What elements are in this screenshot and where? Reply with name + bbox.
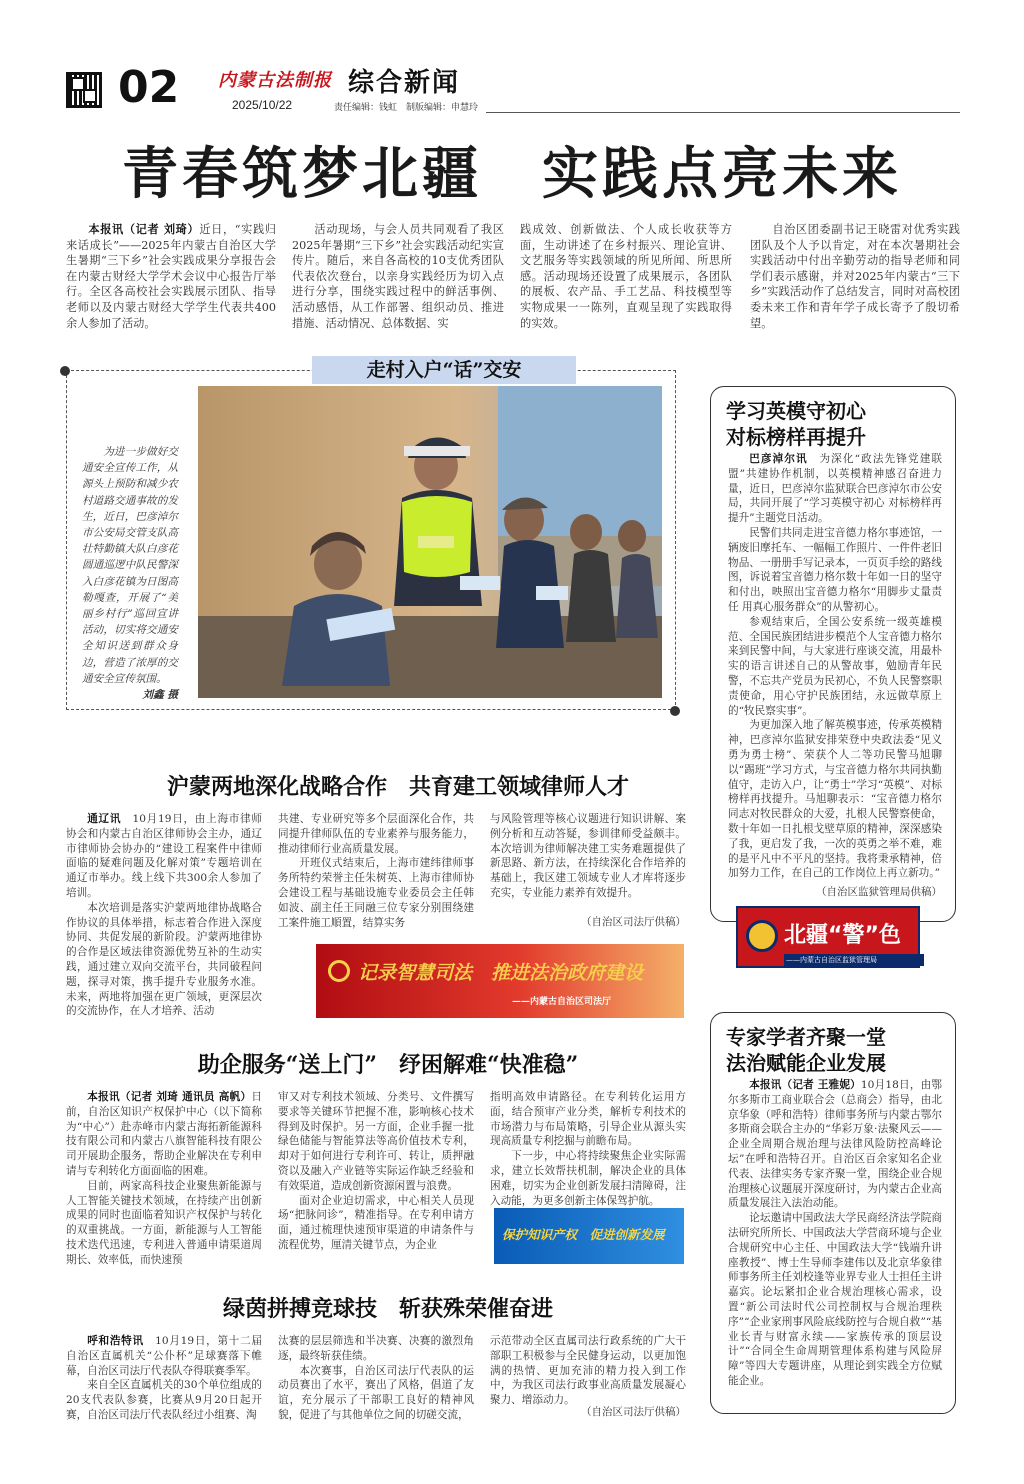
side-story-1-title-2: 对标榜样再提升 — [726, 425, 866, 449]
side-story-1-signature: （自治区监狱管理局供稿） — [816, 886, 942, 898]
police-banner: 北疆“警”色 ——内蒙古自治区监狱管理局 — [736, 906, 920, 968]
ip-banner: 保护知识产权 促进创新发展 — [494, 1208, 684, 1264]
masthead-rule — [486, 112, 960, 113]
lead-byline: 本报讯（记者 刘琦） — [88, 222, 200, 236]
sports-story-title: 绿茵拼搏竞球技 斩获殊荣催奋进 — [222, 1296, 553, 1322]
section-title: 综合新闻 — [348, 68, 461, 98]
side-story-1-body: 巴彦淖尔讯 为深化“政法先锋党建联盟”共建协作机制，以英模精神感召奋进力量，近日，巴彦淖尔监狱联合巴彦淖尔市公安局，共同开展了“学习英模守初心 对标榜样再提升”主题党日活动。 民警们共同走进宝音德力格尔事迹馆，一辆废旧摩托车、一幅幅工作照片、一件件老旧物品、一册册手写记录本，一页页手绘的路线图，诉说着宝音德力格尔数十年如一日的坚守和付出，映照出宝音德力格尔“用脚步丈量责任 用真心服务群众”的从警初心。 参观结束后，全国公安系统一级英雄模范、全国民族团结进步模范个人宝音德力格尔来到民警中间，与大家进行座谈交流，用最朴实的语言讲述自己的从警故事，勉励青年民警，不忘共产党员为民初心，不负人民警察职责使命，用心守护民族团结，永远做草原上的“牧民察实事”。 为更加深入地了解英模事迹，传承英模精神，巴彦淖尔监狱安排荣登中央政法委“见义勇为勇士榜”、荣获个人二等功民警马旭聊以“踢班”学习方式，与宝音德力格尔共同执勤值守，走访入户，让“勇士”学习“英模”、对标榜样再找提升。马旭聊表示：“宝音德力格尔同志对牧民群众的大爱，扎根人民警察使命，数十年如一日扎根戈壁草原的精神，深深感染了我，更启发了我，一次的英勇之举不难，难的是平凡中不平凡的坚持。我将秉承精神，倍加努力工作，在自己的工作岗位上再立新功。” — [728, 453, 943, 880]
law-story-signature: （自治区司法厅供稿） — [581, 916, 686, 928]
side-story-1-title-1: 学习英模守初心 — [726, 399, 866, 423]
lead-column-4: 自治区团委副书记王晓雷对优秀实践团队及个人予以肯定，对在本次暑期社会实践活动中付出辛勤劳动的指导老师和同学们表示感谢，并对2025年内蒙古“三下乡”实践活动作了总结发言，同时对高校团委未来工作和青年学子成长寄予了殷切希望。 — [750, 223, 960, 330]
side-story-2-title-2: 法治赋能企业发展 — [726, 1051, 886, 1075]
enterprise-column-3: 指明高效申请路径。在专利转化运用方面，结合预审产业分类，解析专利技术的市场潜力与布局策略，引导企业从源头实现高质量专利挖掘与前瞻布局。 下一步，中心将持续聚焦企业实际需求，建立长效帮扶机制，解决企业的具体困难，切实为企业创新发展扫清障碍，注入动能，为更多创新主体保驾护航。 — [490, 1091, 686, 1207]
enterprise-story-title: 助企服务“送上门” 纾困解难“快准稳” — [197, 1052, 579, 1078]
party-emblem-icon — [328, 960, 350, 982]
side-story-2-body: 本报讯（记者 王雅妮）10月18日，由鄂尔多斯市工商业联合会（总商会）指导，由北京华象（呼和浩特）律师事务所与内蒙古鄂尔多斯商会联合主办的“华彩万象·法聚风云——企业全周期合规治理与法律风险防控高峰论坛”在呼和浩特召开。自治区百余家知名企业代表、法律实务专家齐聚一堂，围绕企业合规治理核心议题展开深度研讨，为内蒙古企业高质量发展注入法治动能。 论坛邀请中国政法大学民商经济法学院商法研究所所长、中国政法大学营商环境与企业合规研究中心主任、中国政法大学“钱端升讲座教授”、博士生导师李建伟以及北京华象律师事务所主任刘校逢等业界专业人士担任主讲嘉宾。论坛紧扣企业合规治理核心需求，设置“新公司法时代公司控制权与合规治理秩序”“企业家刑事风险底线防控与合规自救”“基业长青与财富永续——家族传承的顶层设计”“合同全生命周期管理体系构建与风险屏障”等四大专题讲座，从理论到实践全方位赋能企业。 — [728, 1079, 942, 1387]
box-dot-left — [60, 366, 70, 376]
sports-story-signature: （自治区司法厅供稿） — [581, 1406, 686, 1418]
law-story-title: 沪蒙两地深化战略合作 共育建工领域律师人才 — [166, 774, 629, 800]
law-column-1: 通辽讯 10月19日，由上海市律师协会和内蒙古自治区律师协会主办，通辽市律师协会协办的“建设工程案件中律师面临的疑难问题及化解对策”专题培训在通辽市举办。线上线下共300余人参加了培训。 本次培训是落实沪蒙两地律协战略合作协议的具体举措，标志着合作进入深度协同、共促发展的新阶段。沪蒙两地律协的合作是区域法律资源优势互补的生动实践，通过建立双向交流平台，共同破程问题，探寻对策，携手提升专业服务水准。未来，两地将加强在更广领域，更深层次的交流协作，在人才培养、活动 — [66, 813, 263, 1018]
police-villagers-photo — [198, 386, 662, 698]
paper-logo: 内蒙古法制报 — [218, 70, 332, 91]
law-banner: 记录智慧司法 推进法治政府建设 ——内蒙古自治区司法厅 — [316, 944, 684, 1018]
sports-column-3: 示范带动全区直属司法行政系统的广大干部职工积极参与全民健身运动，以更加饱满的热情、更加充沛的精力投入到工作中，为我区司法行政事业高质量发展凝心聚力、增添动力。 — [490, 1335, 686, 1407]
box-dot-right — [670, 706, 680, 716]
enterprise-column-2: 审又对专利技术领域、分类号、文件撰写要求等关键环节把握不准，影响核心技术得到及时保护。另一方面，企业手握一批绿色储能与智能算法等高价值技术专利，却对于如何进行专利许可、转让，质押融资以及融入产业链等实际运作缺乏经验和有效渠道，造成创新资源闲置与浪费。 面对企业迫切需求，中心相关人员现场“把脉问诊”，精准指导。在专利申请方面，通过梳理快速预审渠道的申请条件与流程优势，厘清关键节点，为企业 — [278, 1091, 474, 1251]
editors-line: 责任编辑：钱虹 制版编辑：申慧玲 — [334, 103, 479, 113]
enterprise-column-1: 本报讯（记者 刘琦 通讯员 高帆）日前，自治区知识产权保护中心（以下简称为“中心”）赴赤峰市内蒙古海拓新能源科技有限公司和内蒙古八旗智能科技有限公司开展助企服务，帮助企业解决在专利申请与专利转化方面面临的困难。 目前，两家高科技企业聚焦新能源与人工智能关键技术领域，在持续产出创新成果的同时也面临着知识产权保护与转化的双重挑战。一方面，新能源与人工智能技术迭代迅速，专利进入普通申请渠道周期长、效率低，而快速预 — [66, 1091, 262, 1266]
lead-column-2: 活动现场，与会人员共同观看了我区2025年暑期“三下乡”社会实践活动纪实宣传片。随后，来自各高校的10支优秀团队代表依次登台，以亲身实践经历为切入点进行分享，围绕实践过程中的鲜活事例、活动感悟，从工作部署、组织动员、推进措施、活动情况、总体数据、实 — [292, 223, 504, 330]
lead-column-3: 践成效、创新做法、个人成长收获等方面，生动讲述了在乡村振兴、理论宣讲、文艺服务等实践领域的所见所闻、所思所感。活动现场还设置了成果展示，各团队的展板、农产品、手工艺品、科技模型等实物成果一一陈列，直观呈现了实践取得的实效。 — [520, 223, 732, 330]
sports-column-1: 呼和浩特讯 10月19日，第十二届自治区直属机关“公仆杯”足球赛落下帷幕，自治区司法厅代表队夺得联赛季军。 来自全区直属机关的30个单位组成的20支代表队参赛，比赛从9月20日起开赛，自治区司法厅代表队经过小组赛、淘 — [66, 1335, 263, 1421]
lead-headline: 青春筑梦北疆 实践点亮未来 — [122, 141, 902, 207]
side-story-2-title-1: 专家学者齐聚一堂 — [726, 1025, 886, 1049]
law-column-2: 共建、专业研究等多个层面深化合作，共同提升律师队伍的专业素养与服务能力，推动律师行业高质量发展。 开班仪式结束后，上海市建纬律师事务所特约荣誉主任朱树英、上海市律师协会建设工程与基础设施专业委员会主任韩如波、副主任王同融三位专家分别围绕建工案件施工順置，结算实务 — [278, 813, 474, 929]
qr-code-icon — [66, 72, 102, 108]
law-column-3: 与风险管理等核心议题进行知识讲解、案例分析和互动答疑，参训律师受益颇丰。本次培训为律师解决建工实务难题提供了新思路、新方法，在持续深化合作培养的基础上，我区建工领域专业人才库将逐步充实，专业能力素养有效提升。 — [490, 813, 686, 899]
photo-feature-tag: 走村入户“话”交安 — [312, 356, 576, 384]
photo-caption: 为进一步做好交通安全宣传工作，从源头上预防和减少农村道路交通事故的发生，近日，巴彦淖尔市公安局交管支队高壮特勤镇大队白彦花圆通巡逻中队民警深入白彦花镇为日图高勒嘎查，开展了“美丽乡村行”巡回宣讲活动，切实将交通安全知识送到群众身边，营造了浓厚的交通安全宣传氛围。 刘鑫 摄 — [82, 444, 178, 703]
issue-date: 2025/10/22 — [232, 98, 293, 112]
sports-column-2: 汰赛的层层筛选和半决赛、决赛的激烈角逐，最终斩获佳绩。 本次赛事，自治区司法厅代表队的运动员赛出了水平，赛出了风格，倡道了友谊，充分展示了干部职工良好的精神风貌，促进了与其他单位之间的切磋交流， — [278, 1335, 474, 1421]
police-badge-icon — [746, 920, 778, 952]
lead-column-1: 本报讯（记者 刘琦）近日，“实践归来话成长”——2025年内蒙古自治区大学生暑期“三下乡”社会实践成果分享报告会在内蒙古财经大学学术会议中心报告厅举行。全区各高校社会实践展示团队、指导老师以及内蒙古财经大学学生代表共400余人参加了活动。 — [66, 222, 276, 330]
page-number: 02 — [118, 62, 180, 113]
photographer-credit: 刘鑫 摄 — [142, 689, 178, 702]
